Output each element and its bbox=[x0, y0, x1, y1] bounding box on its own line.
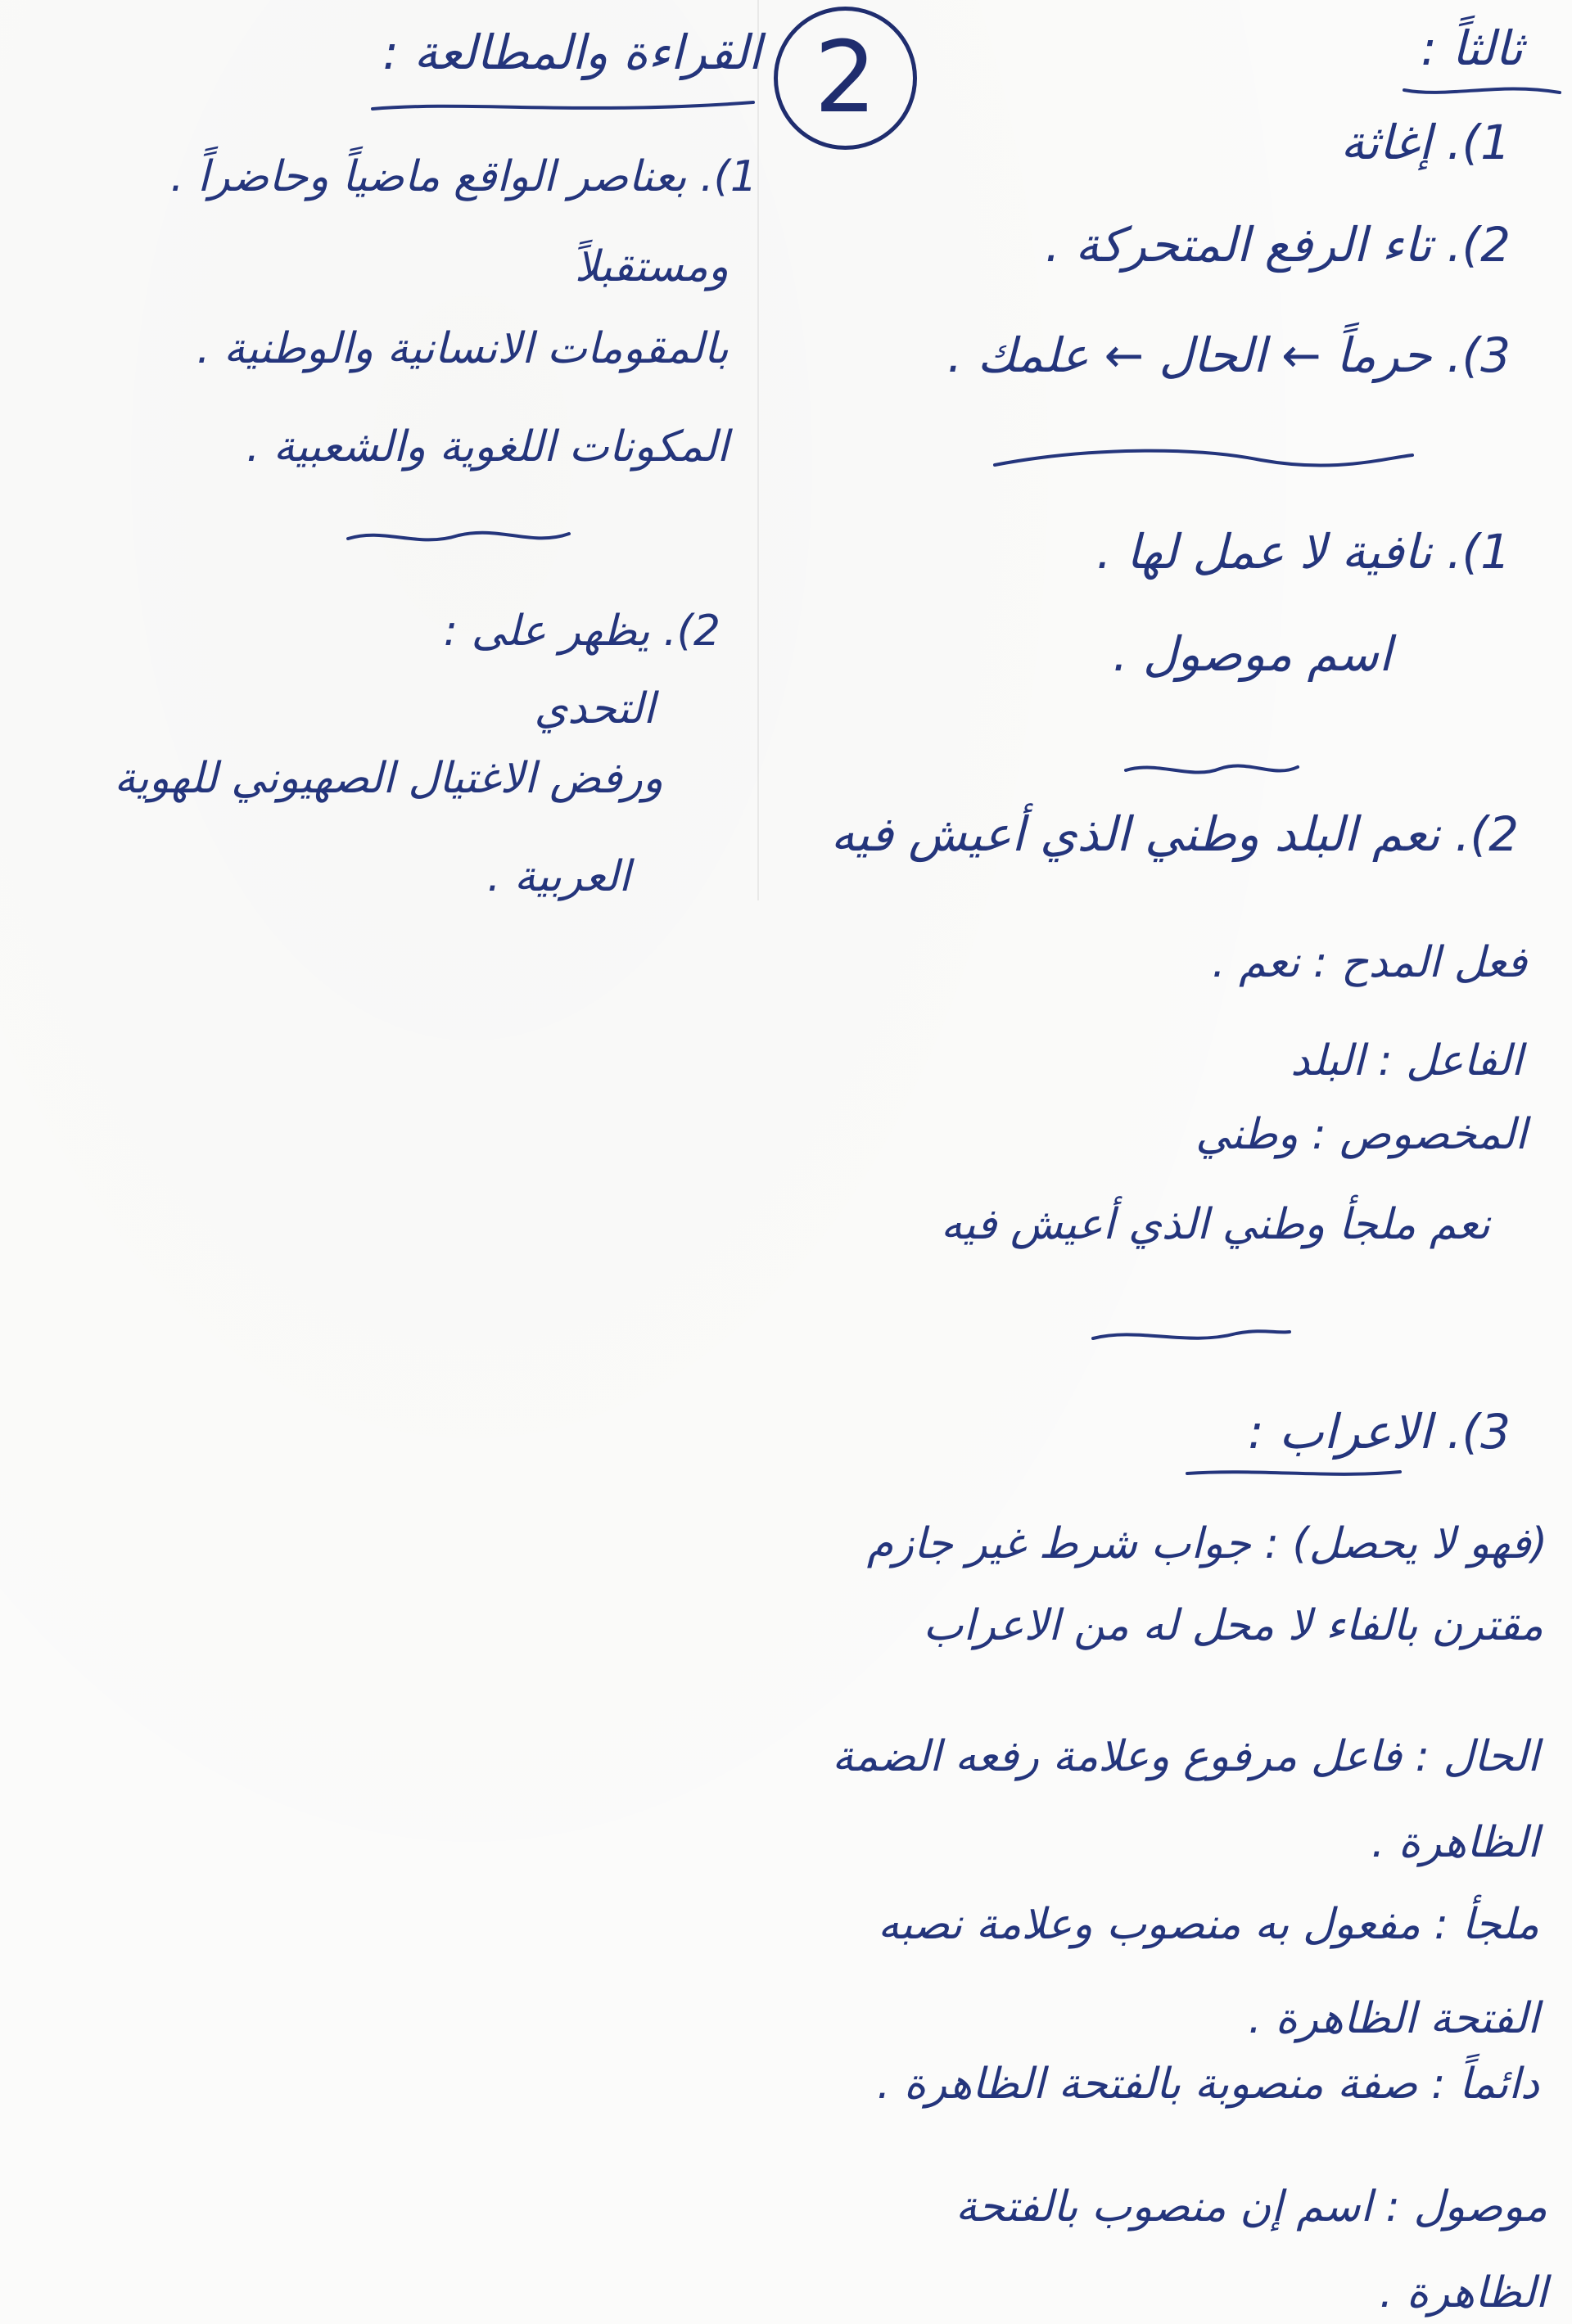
irab-line3: الحال : فاعل مرفوع وعلامة رفعه الضمة bbox=[832, 1732, 1539, 1781]
answer-1-3: 3). حرماً ← الحال ← علمك . bbox=[946, 327, 1511, 383]
title-underline bbox=[368, 94, 761, 119]
answer-1-1: 1). إغاثة bbox=[1340, 115, 1511, 170]
section-title: القراءة والمطالعة : bbox=[382, 25, 761, 80]
answer-1-2: 2). تاء الرفع المتحركة . bbox=[1045, 217, 1511, 273]
left-q1-line1: 1). بعناصر الواقع ماضياً وحاضراً . bbox=[170, 152, 757, 201]
irab-line9: الظاهرة . bbox=[1379, 2268, 1547, 2317]
irab-line1: (فهو لا يحصل) : جواب شرط غير جازم bbox=[866, 1519, 1547, 1568]
answer-2-2-line3: المخصوص : وطني bbox=[1195, 1110, 1527, 1159]
left-q1-line2: ومستقبلاً bbox=[574, 242, 729, 291]
answer-2-2-line2: الفاعل : البلد bbox=[1290, 1036, 1523, 1085]
answer-2-2: 2). نعم البلد وطني الذي أعيش فيه bbox=[830, 806, 1519, 862]
answer-2-1: 1). نافية لا عمل لها . bbox=[1096, 524, 1511, 580]
irab-line2: مقترن بالفاء لا محل له من الاعراب bbox=[923, 1601, 1543, 1650]
left-q2-line4: العربية . bbox=[486, 852, 630, 901]
irab-line6: الفتحة الظاهرة . bbox=[1248, 1994, 1539, 2043]
left-divider-squiggle bbox=[344, 524, 573, 548]
section-label: ثالثاً : bbox=[1421, 20, 1523, 76]
column-divider bbox=[757, 0, 759, 900]
left-q2-line3: ورفض الاغتيال الصهيوني للهوية bbox=[114, 754, 663, 803]
left-q2-line2: التحدي bbox=[534, 684, 655, 733]
irab-line8: موصول : اسم إن منصوب بالفتحة bbox=[955, 2182, 1547, 2231]
irab-line7: دائماً : صفة منصوبة بالفتحة الظاهرة . bbox=[876, 2060, 1539, 2109]
section-number-circle bbox=[774, 7, 917, 150]
answer-3-title: 3). الاعراب : bbox=[1248, 1404, 1511, 1460]
irab-line5: ملجأ : مفعول به منصوب وعلامة نصبه bbox=[878, 1900, 1539, 1949]
label-underline bbox=[1400, 78, 1564, 102]
left-q1-line4: المكونات اللغوية والشعبية . bbox=[246, 422, 729, 472]
right-divider-1 bbox=[991, 442, 1416, 475]
answer-2-2-line4: نعم ملجأ وطني الذي أعيش فيه bbox=[941, 1200, 1490, 1249]
answer-2-1-sub: اسم موصول . bbox=[1112, 626, 1392, 682]
irab-underline bbox=[1183, 1465, 1404, 1482]
irab-line4: الظاهرة . bbox=[1371, 1818, 1539, 1867]
right-divider-3 bbox=[1089, 1322, 1294, 1347]
left-q1-line3: بالمقومات الانسانية والوطنية . bbox=[196, 324, 729, 373]
section-number: 2 bbox=[814, 21, 877, 135]
right-divider-2 bbox=[1122, 757, 1302, 782]
left-q2-line1: 2). يظهر على : bbox=[443, 607, 720, 656]
answer-2-2-line1: فعل المدح : نعم . bbox=[1212, 938, 1527, 987]
